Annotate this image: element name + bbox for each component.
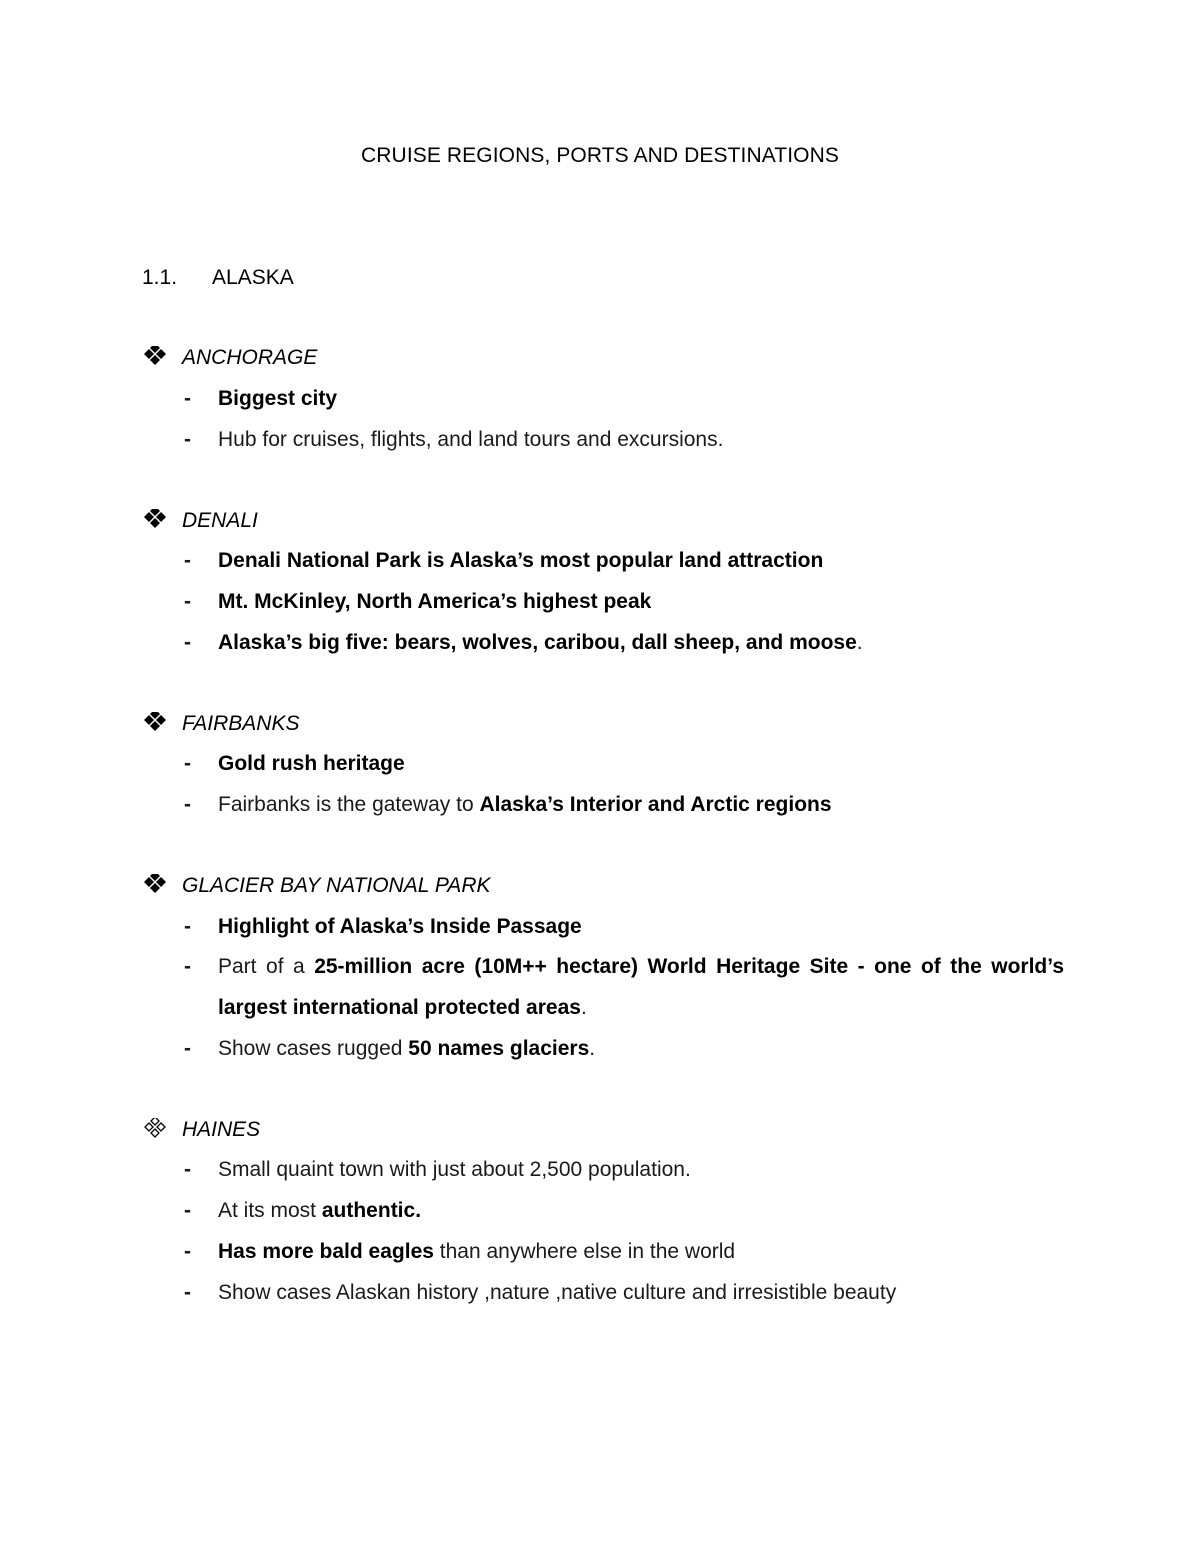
bold-text-run: Alaska’s Interior and Arctic regions: [479, 793, 832, 816]
list-item-text: [218, 541, 1064, 582]
text-run: Hub for cruises, flights, and land tours and excursions.: [218, 428, 724, 451]
text-run: .: [856, 631, 863, 654]
text-run: Show cases rugged: [218, 1037, 409, 1060]
filled-diamond-bullet-icon: [144, 508, 182, 534]
section-title: ALASKA: [212, 266, 294, 289]
list-item-text: [218, 420, 1064, 461]
destination-heading: [144, 1117, 260, 1143]
list-item-text: [218, 1029, 1064, 1070]
bold-text-run: Has more bald eagles: [218, 1240, 434, 1263]
list-item-text: [218, 582, 1064, 623]
list-item-text: [218, 1232, 1064, 1273]
bold-text-run: Gold rush heritage: [218, 752, 405, 775]
destination-name: FAIRBANKS: [182, 712, 300, 735]
filled-diamond-bullet-icon: [144, 711, 182, 737]
dash-bullet-icon: -: [184, 590, 191, 613]
list-item: [184, 1191, 1064, 1232]
text-run: Show cases Alaskan history ,nature ,native culture and irresistible beauty: [218, 1281, 897, 1304]
bold-text-run: Highlight of Alaska’s Inside Passage: [218, 915, 582, 938]
dash-bullet-icon: -: [184, 1199, 191, 1222]
text-run: than anywhere else in the world: [433, 1240, 736, 1263]
text-run: At its most: [218, 1199, 322, 1222]
bold-text-run: Mt. McKinley, North America’s highest peak: [218, 590, 652, 613]
outline-diamond-bullet-icon: [144, 1117, 182, 1143]
list-item: [184, 1273, 1064, 1314]
list-item-text: [218, 744, 1064, 785]
list-item: [184, 582, 1064, 623]
dash-bullet-icon: -: [184, 1158, 191, 1181]
document-title: CRUISE REGIONS, PORTS AND DESTINATIONS: [361, 144, 839, 167]
dash-bullet-icon: -: [184, 428, 191, 451]
bold-text-run: Denali National Park is Alaska’s most popular land attraction: [218, 549, 824, 572]
destination-heading: [144, 345, 317, 371]
destination-heading: [144, 711, 299, 737]
dash-bullet-icon: -: [184, 752, 191, 775]
destination-name: GLACIER BAY NATIONAL PARK: [182, 874, 491, 897]
list-item: [184, 623, 1064, 664]
list-item-text: [218, 907, 1064, 948]
filled-diamond-bullet-icon: [144, 873, 182, 899]
list-item-text: [218, 785, 1064, 826]
destination-heading: [144, 508, 258, 534]
filled-diamond-bullet-icon: [144, 345, 182, 371]
destination-name: DENALI: [182, 509, 258, 532]
dash-bullet-icon: -: [184, 631, 191, 654]
list-item: [184, 744, 1064, 785]
dash-bullet-icon: -: [184, 549, 191, 572]
dash-bullet-icon: -: [184, 1240, 191, 1263]
list-item: [184, 1150, 1064, 1191]
list-item: [184, 907, 1064, 948]
bold-text-run: authentic.: [321, 1199, 422, 1222]
section-heading: [142, 265, 294, 291]
bold-text-run: 25-million acre (10M++ hectare) World Heritage Site - one of the world’s largest international protected areas: [218, 955, 1064, 1019]
list-item: [184, 1029, 1064, 1070]
list-item-text: [218, 379, 1064, 420]
bold-text-run: 50 names glaciers: [408, 1037, 590, 1060]
list-item: [184, 541, 1064, 582]
list-item: [184, 947, 1064, 1028]
text-run: .: [580, 995, 587, 1019]
list-item: [184, 1232, 1064, 1273]
list-item-text: [218, 623, 1064, 664]
bold-text-run: Alaska’s big five: bears, wolves, caribou, dall sheep, and moose: [218, 631, 857, 654]
destination-name: ANCHORAGE: [182, 346, 318, 369]
destination-name: HAINES: [182, 1118, 261, 1141]
list-item-text: [218, 947, 1064, 1028]
list-item: [184, 785, 1064, 826]
text-run: .: [589, 1037, 596, 1060]
text-run: Small quaint town with just about 2,500 population.: [218, 1158, 691, 1181]
list-item-text: [218, 1191, 1064, 1232]
dash-bullet-icon: -: [184, 387, 191, 410]
text-run: Fairbanks is the gateway to: [218, 793, 480, 816]
text-run: Part of a: [218, 955, 315, 978]
list-item: [184, 379, 1064, 420]
list-item-text: [218, 1150, 1064, 1191]
dash-bullet-icon: -: [184, 793, 191, 816]
bold-text-run: Biggest city: [218, 387, 338, 410]
dash-bullet-icon: -: [184, 955, 191, 978]
dash-bullet-icon: -: [184, 915, 191, 938]
dash-bullet-icon: -: [184, 1281, 191, 1304]
list-item-text: [218, 1273, 1064, 1314]
destination-heading: [144, 873, 491, 899]
section-number: 1.1.: [142, 266, 178, 289]
list-item: [184, 420, 1064, 461]
dash-bullet-icon: -: [184, 1037, 191, 1060]
